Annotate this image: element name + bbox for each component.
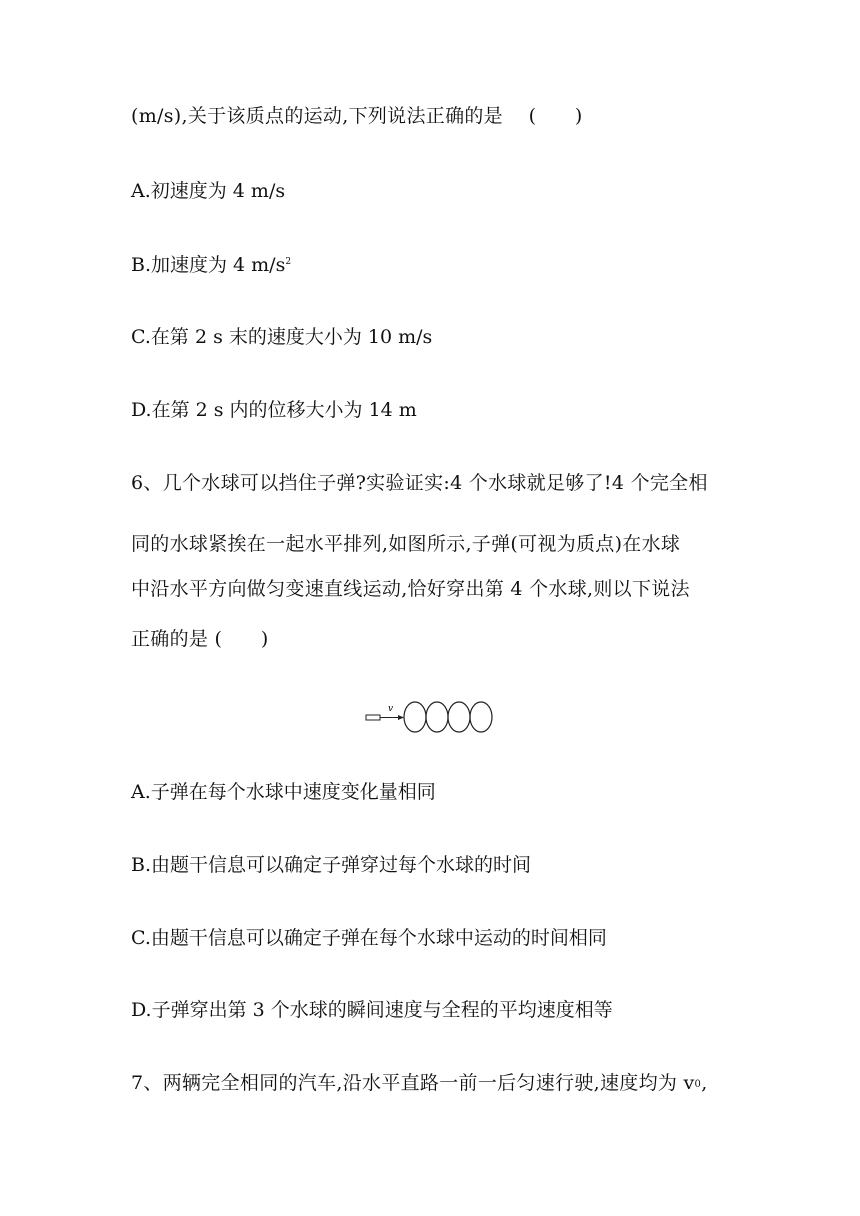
velocity-arrow-head	[398, 715, 404, 720]
q6-stem-line-3: 中沿水平方向做匀变速直线运动,恰好穿出第 4 个水球,则以下说法	[131, 578, 690, 600]
q6-option-a: A.子弹在每个水球中速度变化量相同	[131, 781, 436, 803]
q7-stem-line-1	[131, 1071, 708, 1095]
q6-option-b: B.由题干信息可以确定子弹穿过每个水球的时间	[131, 854, 532, 876]
q7-stem-comma: ,	[701, 1072, 708, 1094]
q6-option-c: C.由题干信息可以确定子弹在每个水球中运动的时间相同	[131, 927, 607, 949]
water-ball-2	[426, 702, 448, 732]
velocity-label: v	[388, 704, 394, 714]
bullet-shape	[366, 715, 380, 720]
q5-stem-tail: (m/s),关于该质点的运动,下列说法正确的是 ( )	[131, 105, 583, 127]
q5-option-a: A.初速度为 4 m/s	[131, 180, 286, 202]
q7-stem-text: 7、两辆完全相同的汽车,沿水平直路一前一后匀速行驶,速度均为 v	[131, 1072, 695, 1094]
water-ball-1	[404, 702, 426, 732]
water-ball-4	[470, 702, 492, 732]
q7-stem-subscript: 0	[694, 1079, 702, 1090]
water-ball-3	[448, 702, 470, 732]
q5-option-b-superscript: 2	[285, 257, 292, 267]
water-balls-figure	[362, 699, 498, 735]
q6-stem-line-2: 同的水球紧挨在一起水平排列,如图所示,子弹(可视为质点)在水球	[131, 533, 681, 555]
q6-stem-line-4: 正确的是 ( )	[131, 628, 269, 650]
q5-option-b-text: B.加速度为 4 m/s	[131, 254, 286, 276]
q6-option-d: D.子弹穿出第 3 个水球的瞬间速度与全程的平均速度相等	[131, 999, 613, 1021]
q5-option-b	[131, 253, 291, 277]
q5-option-d: D.在第 2 s 内的位移大小为 14 m	[131, 399, 417, 421]
q6-stem-line-1: 6、几个水球可以挡住子弹?实验证实:4 个水球就足够了!4 个完全相	[131, 472, 708, 494]
q5-option-c: C.在第 2 s 末的速度大小为 10 m/s	[131, 326, 433, 348]
